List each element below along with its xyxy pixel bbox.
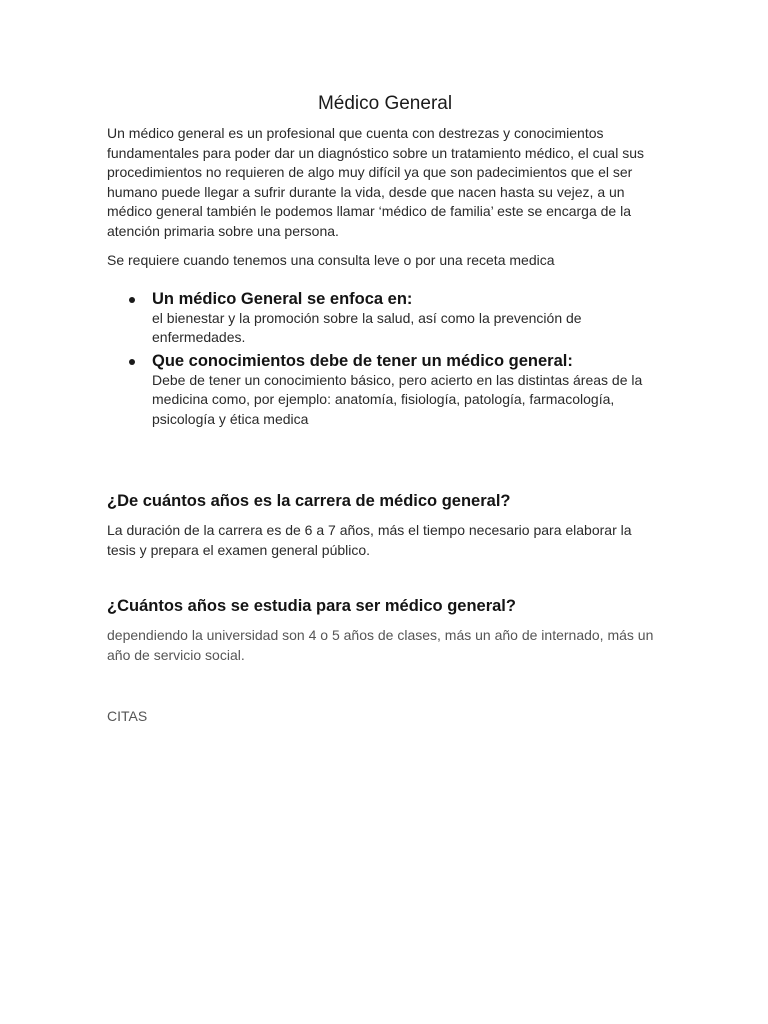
section-body-study-years: dependiendo la universidad son 4 o 5 años de clases, más un año de internado, más un año de servicio social.	[107, 627, 654, 663]
section-heading-career-length: ¿De cuántos años es la carrera de médico general?	[107, 492, 511, 510]
document-title: Médico General	[317, 93, 453, 114]
bullet-item	[107, 351, 663, 430]
intro-paragraph: Un médico general es un profesional que cuenta con destrezas y conocimientos fundamentales para poder dar un diagnóstico sobre un tratamiento médico, el cual sus procedimientos no requieren de algo muy difícil ya que son padecimientos que el ser humano puede llegar a sufrir durante la vida, desde que nacen hasta su vejez, a un médico general también le podemos llamar ‘médico de familia’ este se encarga de la atención primaria sobre una persona.	[107, 125, 644, 239]
bullet-heading: Que conocimientos debe de tener un médico general:	[152, 351, 573, 370]
document-page	[107, 92, 663, 727]
citas-label: CITAS	[107, 708, 148, 724]
bullet-dot-icon	[129, 359, 135, 365]
requirement-paragraph: Se requiere cuando tenemos una consulta leve o por una receta medica	[107, 252, 555, 268]
section-heading-study-years: ¿Cuántos años se estudia para ser médico general?	[107, 597, 516, 615]
bullet-body: el bienestar y la promoción sobre la salud, así como la prevención de enfermedades.	[152, 309, 582, 345]
bullet-body: Debe de tener un conocimiento básico, pero acierto en las distintas áreas de la medicina como, por ejemplo: anatomía, fisiología, patología, farmacología, psicología y ética medica	[152, 371, 643, 427]
bullet-list	[107, 289, 663, 430]
bullet-item	[107, 289, 663, 348]
section-body-career-length: La duración de la carrera es de 6 a 7 años, más el tiempo necesario para elaborar la tesis y prepara el examen general público.	[107, 522, 632, 558]
bullet-dot-icon	[129, 297, 135, 303]
bullet-heading: Un médico General se enfoca en:	[152, 289, 413, 308]
